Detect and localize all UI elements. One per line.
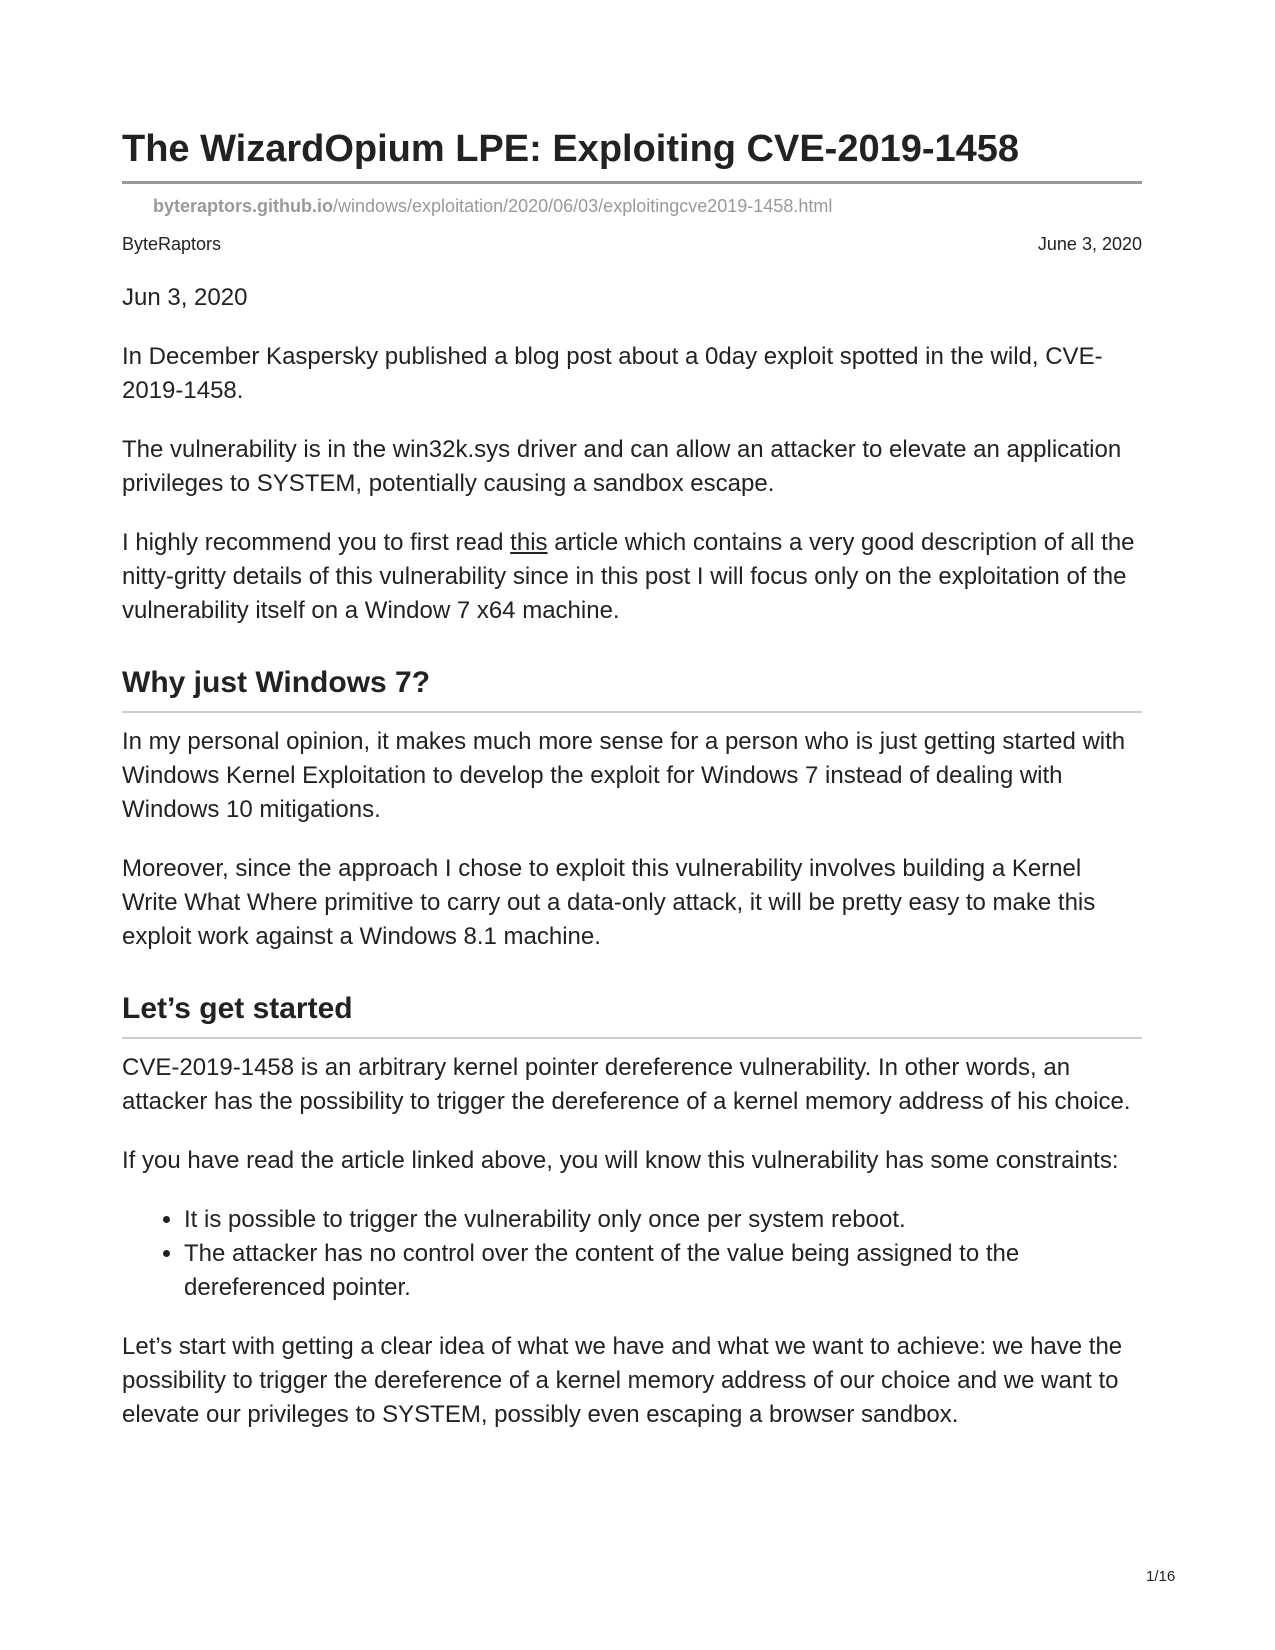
source-url[interactable] bbox=[153, 196, 832, 217]
paragraph-recommendation bbox=[122, 526, 1142, 628]
source-domain[interactable]: byteraptors.github.io bbox=[153, 196, 333, 216]
header-date: June 3, 2020 bbox=[1037, 234, 1142, 254]
article-title: The WizardOpium LPE: Exploiting CVE-2019-1458 bbox=[122, 128, 1020, 170]
paragraph-constraints: If you have read the article linked above, you will know this vulnerability has some constraints: bbox=[122, 1147, 1119, 1174]
source-path[interactable]: /windows/exploitation/2020/06/03/exploitingcve2019-1458.html bbox=[333, 196, 833, 216]
post-date: Jun 3, 2020 bbox=[122, 284, 248, 311]
paragraph-approach: Moreover, since the approach I chose to exploit this vulnerability involves building a Kernel Write What Where primitive to carry out a data-only attack, it will be pretty easy to make this exploit work against a Windows 8.1 machine. bbox=[122, 855, 1096, 950]
paragraph-opinion: In my personal opinion, it makes much more sense for a person who is just getting started with Windows Kernel Exploitation to develop the exploit for Windows 7 instead of dealing with Windows 10 mitigations. bbox=[122, 728, 1126, 823]
title-divider bbox=[122, 181, 1142, 184]
constraints-list bbox=[122, 1203, 1142, 1305]
author-name: ByteRaptors bbox=[122, 234, 222, 254]
paragraph-cve-description: CVE-2019-1458 is an arbitrary kernel pointer dereference vulnerability. In other words, an attacker has the possibility to trigger the dereference of a kernel memory address of his choice. bbox=[122, 1054, 1131, 1115]
page-number: 1/16 bbox=[1146, 1568, 1176, 1585]
paragraph-vulnerability: The vulnerability is in the win32k.sys driver and can allow an attacker to elevate an application privileges to SYSTEM, potentially causing a sandbox escape. bbox=[122, 436, 1122, 497]
paragraph-intro: In December Kaspersky published a blog post about a 0day exploit spotted in the wild, CVE-2019-1458. bbox=[122, 343, 1103, 404]
paragraph-recommendation-end: article which contains a very good description of all the nitty-gritty details of this vulnerability since in this post I will focus only on the exploitation of the vulnerability itself on a Window 7 x64 machine. bbox=[122, 529, 1135, 624]
article-body bbox=[122, 281, 1142, 1457]
article-link[interactable]: this bbox=[510, 529, 548, 556]
list-item: • The attacker has no control over the content of the value being assigned to the dereferenced pointer. bbox=[184, 1237, 1142, 1305]
heading-get-started: Let’s get started bbox=[122, 991, 1142, 1039]
paragraph-recommendation-start: I highly recommend you to first read bbox=[122, 529, 511, 556]
paragraph-goal: Let’s start with getting a clear idea of what we have and what we want to achieve: we have the possibility to trigger the dereference of a kernel memory address of our choice and we want to elevate our privileges to SYSTEM, possibly even escaping a browser sandbox. bbox=[122, 1333, 1123, 1428]
heading-why-windows-7: Why just Windows 7? bbox=[122, 665, 1142, 713]
list-item: • It is possible to trigger the vulnerability only once per system reboot. bbox=[184, 1203, 1142, 1237]
